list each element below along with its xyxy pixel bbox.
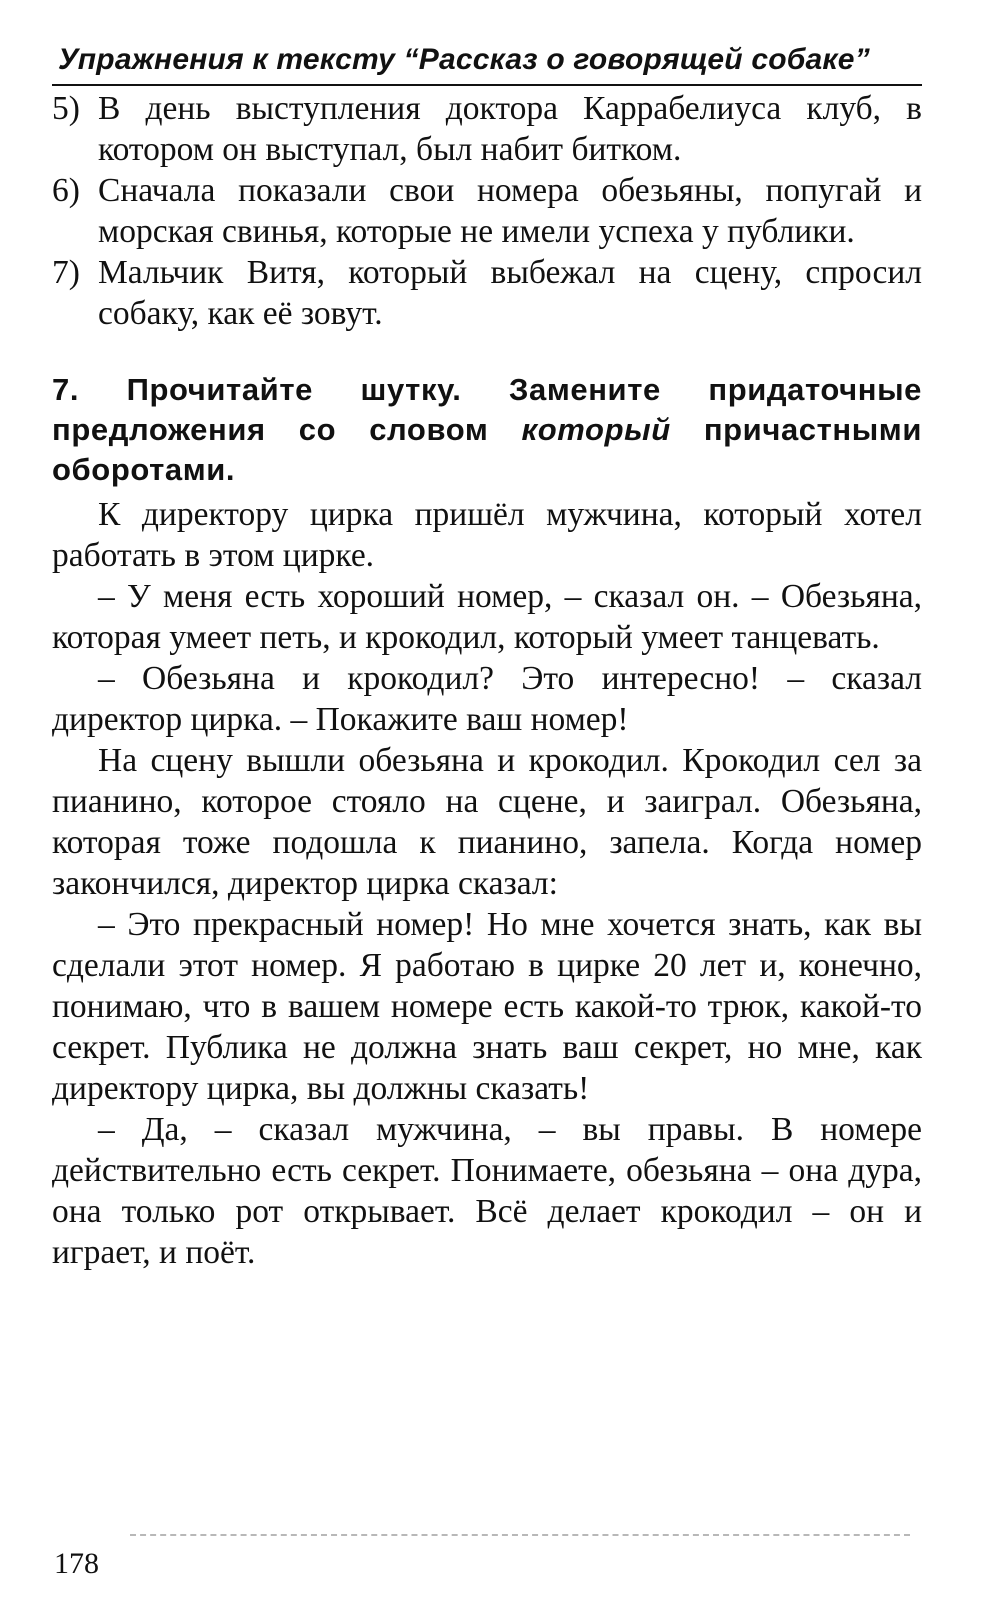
item-text: Мальчик Витя, который выбежал на сцену, спросил собаку, как её зовут.	[98, 254, 922, 332]
header-rule	[52, 84, 922, 86]
paragraph: К директору цирка пришёл мужчина, который хотел работать в этом цирке.	[52, 496, 922, 574]
paragraph: – Да, – сказал мужчина, – вы правы. В номере действительно есть секрет. Понимаете, обезьяна – она дура, она только рот открывает. Всё делает крокодил – он и играет, и поёт.	[52, 1111, 922, 1271]
exercise-task-heading	[52, 370, 922, 490]
running-head: Упражнения к тексту “Рассказ о говорящей собаке”	[58, 43, 870, 76]
list-item	[52, 88, 922, 170]
paragraph: – Это прекрасный номер! Но мне хочется знать, как вы сделали этот номер. Я работаю в цирке 20 лет и, конечно, понимаю, что в вашем номере есть какой-то трюк, какой-то секрет. Публика не должна знать ваш секрет, но мне, как директору цирка, вы должны сказать!	[52, 906, 922, 1107]
task-text-before: 7. Прочитайте шутку. Замените придаточные предложения со словом	[52, 372, 922, 447]
paragraph: – У меня есть хороший номер, – сказал он. – Обезьяна, которая умеет петь, и крокодил, который умеет танцевать.	[52, 578, 922, 656]
joke-text	[52, 494, 922, 1273]
paragraph: – Обезьяна и крокодил? Это интересно! – сказал директор цирка. – Покажите ваш номер!	[52, 660, 922, 738]
page-footer	[52, 1534, 922, 1580]
page-number: 178	[54, 1547, 99, 1580]
item-text: В день выступления доктора Каррабелиуса клуб, в котором он выступал, был набит битком.	[98, 90, 922, 168]
task-text-after: причастными оборотами.	[52, 412, 922, 487]
list-item	[52, 170, 922, 252]
footer-rule	[130, 1534, 910, 1536]
item-number: 5)	[52, 90, 80, 127]
item-number: 7)	[52, 254, 80, 291]
item-text: Сначала показали свои номера обезьяны, попугай и морская свинья, которые не имели успеха у публики.	[98, 172, 922, 250]
exercise-items-list	[52, 88, 922, 334]
book-page	[52, 40, 922, 1273]
list-item	[52, 252, 922, 334]
paragraph: На сцену вышли обезьяна и крокодил. Крокодил сел за пианино, которое стояло на сцене, и заиграл. Обезьяна, которая тоже подошла к пианино, запела. Когда номер закончился, директор цирка сказал:	[52, 742, 922, 902]
item-number: 6)	[52, 172, 80, 209]
task-emphasis-word: который	[521, 412, 671, 447]
